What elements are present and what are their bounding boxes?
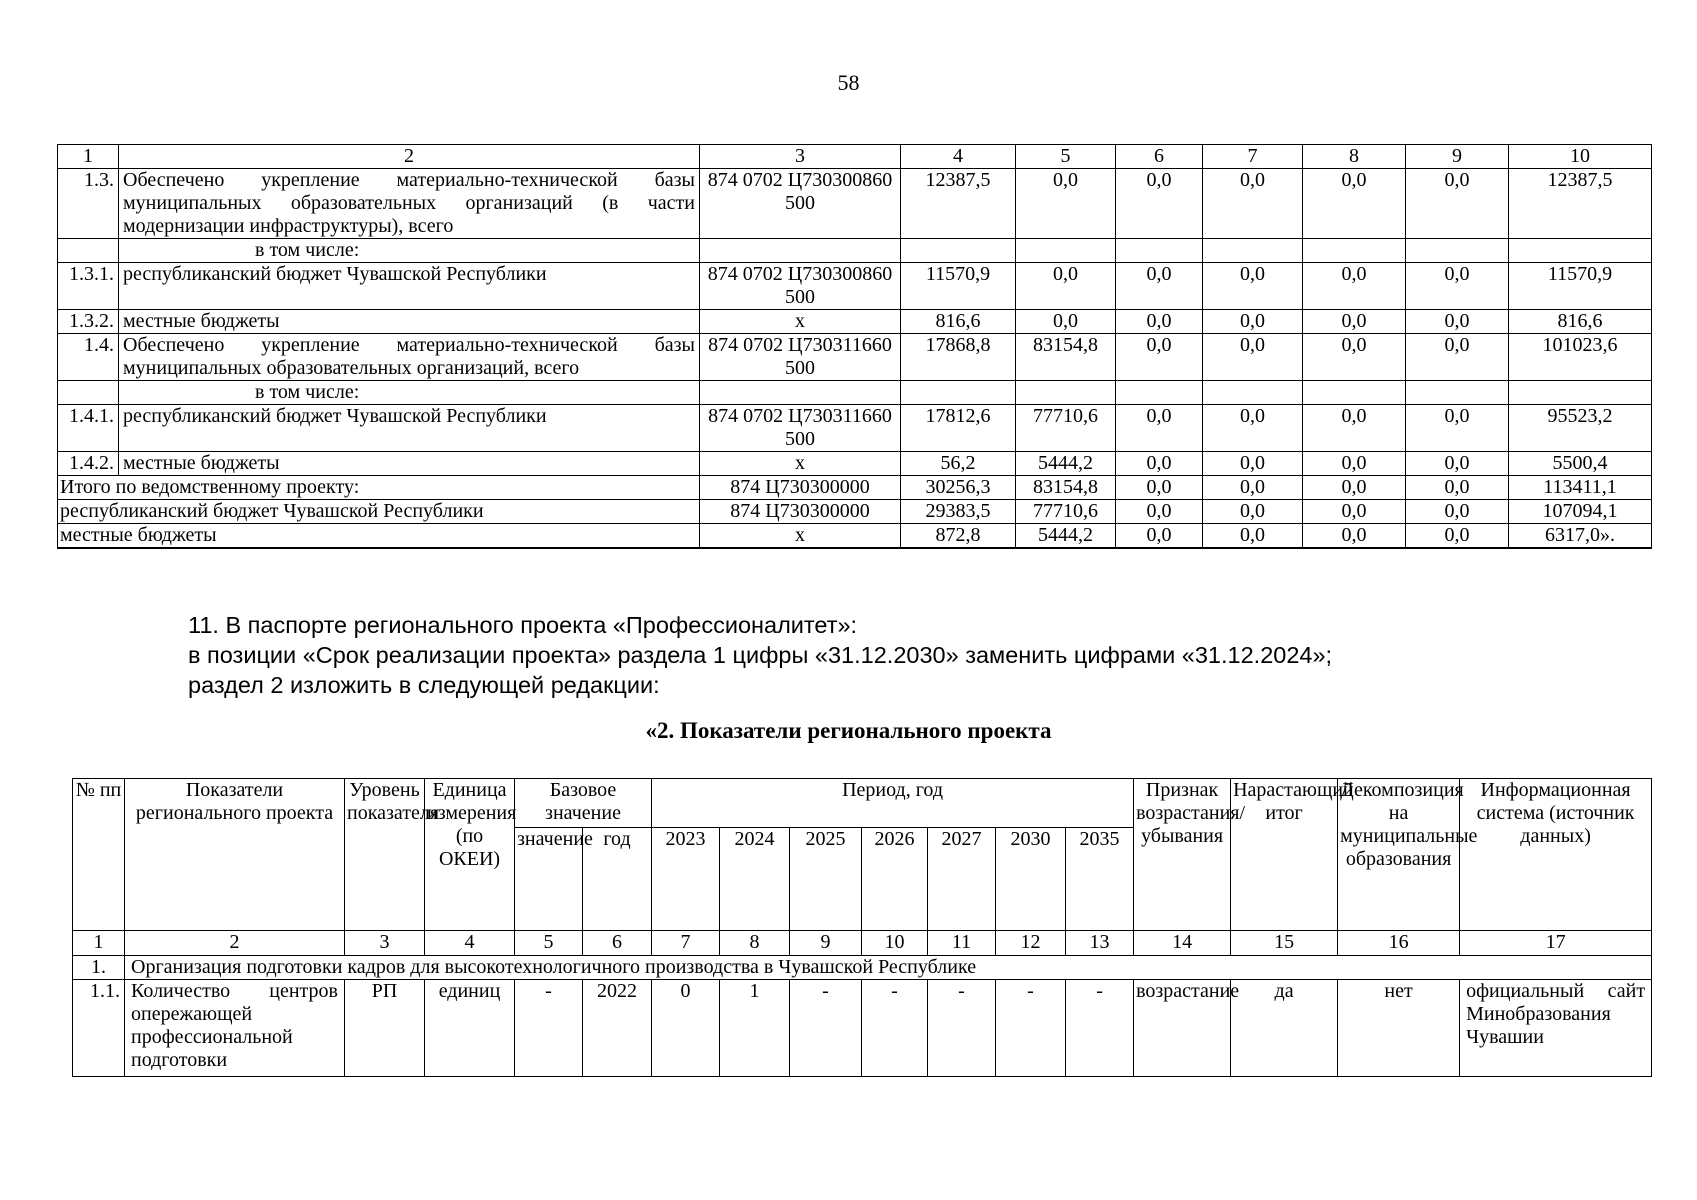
row-value: 0,0 <box>1303 169 1406 239</box>
row-unit: единиц <box>425 980 515 1077</box>
empty-cell <box>1116 239 1203 263</box>
row-value: 5500,4 <box>1509 452 1652 476</box>
column-number: 2 <box>119 145 700 169</box>
column-number: 17 <box>1460 931 1652 956</box>
row-code: 874 Ц730300000 <box>700 476 901 500</box>
row-value: 0,0 <box>1406 310 1509 334</box>
row-base-year: 2022 <box>583 980 652 1077</box>
column-number: 6 <box>1116 145 1203 169</box>
row-sign: возрастание <box>1134 980 1231 1077</box>
row-name: Итого по ведомственному проекту: <box>58 476 700 500</box>
paragraph-1: 11. В паспорте регионального проекта «Профессионалитет»: <box>188 612 858 638</box>
empty-cell <box>1509 239 1652 263</box>
row-year-value: 1 <box>720 980 790 1077</box>
empty-cell <box>1303 239 1406 263</box>
header-year: 2027 <box>928 828 996 931</box>
row-value: 11570,9 <box>1509 263 1652 310</box>
column-number: 5 <box>515 931 583 956</box>
column-number: 3 <box>345 931 425 956</box>
row-value: 0,0 <box>1406 500 1509 524</box>
empty-cell <box>700 239 901 263</box>
column-number: 7 <box>652 931 720 956</box>
table-row <box>58 310 1652 334</box>
row-value: 0,0 <box>1303 524 1406 549</box>
column-number: 10 <box>1509 145 1652 169</box>
column-number: 1 <box>73 931 125 956</box>
empty-cell <box>1203 239 1303 263</box>
row-num <box>58 239 119 263</box>
header-year: 2024 <box>720 828 790 931</box>
table-row <box>58 452 1652 476</box>
table-row <box>58 334 1652 381</box>
column-number: 4 <box>901 145 1016 169</box>
header-year: 2025 <box>790 828 862 931</box>
row-num: 1.3. <box>58 169 119 239</box>
row-value: 816,6 <box>901 310 1016 334</box>
row-year-value: - <box>1066 980 1134 1077</box>
column-number: 13 <box>1066 931 1134 956</box>
row-value: 0,0 <box>1406 524 1509 549</box>
row-info-system: официальный сайт Минобразования Чувашии <box>1460 980 1652 1077</box>
row-decomposition: нет <box>1338 980 1460 1077</box>
row-value: 0,0 <box>1406 476 1509 500</box>
row-value: 0,0 <box>1203 310 1303 334</box>
row-code: 874 0702 Ц730300860 500 <box>700 263 901 310</box>
row-value: 0,0 <box>1406 263 1509 310</box>
row-code: 874 0702 Ц730311660 500 <box>700 334 901 381</box>
page-number: 58 <box>837 70 860 95</box>
column-number: 16 <box>1338 931 1460 956</box>
empty-cell <box>700 381 901 405</box>
budget-table <box>57 144 1652 549</box>
row-value: 5444,2 <box>1016 524 1116 549</box>
row-name: местные бюджеты <box>119 452 700 476</box>
empty-cell <box>1406 381 1509 405</box>
row-value: 0,0 <box>1303 476 1406 500</box>
row-year-value: 0 <box>652 980 720 1077</box>
row-value: 107094,1 <box>1509 500 1652 524</box>
row-value: 0,0 <box>1203 169 1303 239</box>
row-value: 0,0 <box>1116 500 1203 524</box>
row-value: 0,0 <box>1016 263 1116 310</box>
row-value: 101023,6 <box>1509 334 1652 381</box>
row-value: 0,0 <box>1303 405 1406 452</box>
row-value: 17868,8 <box>901 334 1016 381</box>
row-num: 1.4.2. <box>58 452 119 476</box>
row-value: 83154,8 <box>1016 334 1116 381</box>
table-row <box>58 476 1652 500</box>
row-value: 872,8 <box>901 524 1016 549</box>
row-indicator: Количество центров опережающей профессиональной подготовки <box>125 980 345 1077</box>
header-year: 2023 <box>652 828 720 931</box>
header-indicator: Показатели регионального проекта <box>125 779 345 931</box>
header-year: 2030 <box>996 828 1066 931</box>
row-cumulative: да <box>1231 980 1338 1077</box>
row-value: 0,0 <box>1406 452 1509 476</box>
row-year-value: - <box>862 980 928 1077</box>
header-base-year: год <box>583 828 652 931</box>
row-subheading: в том числе: <box>119 239 700 263</box>
row-value: 0,0 <box>1203 524 1303 549</box>
table-row <box>58 500 1652 524</box>
row-value: 0,0 <box>1116 476 1203 500</box>
column-number: 10 <box>862 931 928 956</box>
row-value: 0,0 <box>1203 263 1303 310</box>
row-year-value: - <box>928 980 996 1077</box>
row-num <box>58 381 119 405</box>
column-number: 9 <box>790 931 862 956</box>
row-value: 0,0 <box>1303 452 1406 476</box>
table-row <box>58 169 1652 239</box>
row-code: 874 Ц730300000 <box>700 500 901 524</box>
column-number: 5 <box>1016 145 1116 169</box>
empty-cell <box>1406 239 1509 263</box>
row-value: 77710,6 <box>1016 500 1116 524</box>
row-value: 77710,6 <box>1016 405 1116 452</box>
row-value: 6317,0». <box>1509 524 1652 549</box>
row-value: 0,0 <box>1016 310 1116 334</box>
header-sign: Признак возрастания/убывания <box>1134 779 1231 931</box>
row-value: 0,0 <box>1203 500 1303 524</box>
row-name: республиканский бюджет Чувашской Республики <box>119 263 700 310</box>
header-level: Уровень показателя <box>345 779 425 931</box>
row-value: 83154,8 <box>1016 476 1116 500</box>
section-row-num: 1. <box>73 956 125 980</box>
column-number: 8 <box>720 931 790 956</box>
header-period: Период, год <box>652 779 1134 828</box>
column-number: 14 <box>1134 931 1231 956</box>
empty-cell <box>1016 239 1116 263</box>
row-value: 0,0 <box>1116 310 1203 334</box>
row-value: 816,6 <box>1509 310 1652 334</box>
section-heading: «2. Показатели регионального проекта <box>645 718 1052 743</box>
row-value: 0,0 <box>1116 524 1203 549</box>
header-decomposition: Декомпозиция на муниципальные образования <box>1338 779 1460 931</box>
empty-cell <box>901 239 1016 263</box>
header-info-system: Информационная система (источник данных) <box>1460 779 1652 931</box>
row-year-value: - <box>790 980 862 1077</box>
column-number: 1 <box>58 145 119 169</box>
row-name: местные бюджеты <box>58 524 700 549</box>
section-row-title: Организация подготовки кадров для высокотехнологичного производства в Чувашской Республике <box>125 956 1652 980</box>
row-value: 30256,3 <box>901 476 1016 500</box>
column-numbers-row <box>73 931 1652 956</box>
row-value: 56,2 <box>901 452 1016 476</box>
row-value: 0,0 <box>1116 405 1203 452</box>
row-code: 874 0702 Ц730300860 500 <box>700 169 901 239</box>
row-num: 1.3.2. <box>58 310 119 334</box>
row-code: 874 0702 Ц730311660 500 <box>700 405 901 452</box>
row-value: 29383,5 <box>901 500 1016 524</box>
row-value: 95523,2 <box>1509 405 1652 452</box>
row-num: 1.1. <box>73 980 125 1077</box>
row-value: 17812,6 <box>901 405 1016 452</box>
row-value: 0,0 <box>1116 169 1203 239</box>
empty-cell <box>901 381 1016 405</box>
row-value: 0,0 <box>1116 452 1203 476</box>
column-number: 15 <box>1231 931 1338 956</box>
row-value: 0,0 <box>1303 334 1406 381</box>
row-name: республиканский бюджет Чувашской Республики <box>119 405 700 452</box>
row-value: 0,0 <box>1303 310 1406 334</box>
table-row <box>58 405 1652 452</box>
row-num: 1.4. <box>58 334 119 381</box>
column-numbers-row <box>58 145 1652 169</box>
row-name: местные бюджеты <box>119 310 700 334</box>
column-number: 3 <box>700 145 901 169</box>
table-row <box>58 239 1652 263</box>
column-number: 8 <box>1303 145 1406 169</box>
row-value: 0,0 <box>1406 334 1509 381</box>
row-value: 0,0 <box>1203 334 1303 381</box>
column-number: 12 <box>996 931 1066 956</box>
table-row <box>58 524 1652 549</box>
paragraph-2: в позиции «Срок реализации проекта» раздела 1 цифры «31.12.2030» заменить цифрами «31.12.2024»; <box>188 642 1333 668</box>
row-value: 0,0 <box>1116 334 1203 381</box>
row-base-value: - <box>515 980 583 1077</box>
row-value: 0,0 <box>1116 263 1203 310</box>
column-number: 4 <box>425 931 515 956</box>
header-base: Базовое значение <box>515 779 652 828</box>
column-number: 11 <box>928 931 996 956</box>
column-number: 9 <box>1406 145 1509 169</box>
empty-cell <box>1016 381 1116 405</box>
row-num: 1.3.1. <box>58 263 119 310</box>
row-value: 12387,5 <box>901 169 1016 239</box>
header-cumulative: Нарастающий итог <box>1231 779 1338 931</box>
row-value: 5444,2 <box>1016 452 1116 476</box>
header-unit: Единица измерения (по ОКЕИ) <box>425 779 515 931</box>
header-year: 2026 <box>862 828 928 931</box>
row-year-value: - <box>996 980 1066 1077</box>
row-value: 0,0 <box>1406 169 1509 239</box>
paragraph-3: раздел 2 изложить в следующей редакции: <box>188 672 660 698</box>
column-number: 6 <box>583 931 652 956</box>
empty-cell <box>1116 381 1203 405</box>
row-name: Обеспечено укрепление материально-технической базы муниципальных образовательных организаций, всего <box>119 334 700 381</box>
row-code: х <box>700 452 901 476</box>
row-value: 0,0 <box>1016 169 1116 239</box>
row-name: республиканский бюджет Чувашской Республики <box>58 500 700 524</box>
row-value: 12387,5 <box>1509 169 1652 239</box>
header-base-value: значение <box>515 828 583 931</box>
indicators-table <box>72 778 1652 1077</box>
column-number: 7 <box>1203 145 1303 169</box>
row-value: 0,0 <box>1203 405 1303 452</box>
empty-cell <box>1509 381 1652 405</box>
row-code: х <box>700 310 901 334</box>
row-value: 0,0 <box>1203 452 1303 476</box>
row-value: 0,0 <box>1303 500 1406 524</box>
row-value: 0,0 <box>1203 476 1303 500</box>
empty-cell <box>1303 381 1406 405</box>
row-value: 11570,9 <box>901 263 1016 310</box>
row-value: 0,0 <box>1406 405 1509 452</box>
column-number: 2 <box>125 931 345 956</box>
row-level: РП <box>345 980 425 1077</box>
row-subheading: в том числе: <box>119 381 700 405</box>
table-row <box>58 263 1652 310</box>
row-code: х <box>700 524 901 549</box>
row-value: 0,0 <box>1303 263 1406 310</box>
header-num: № пп <box>73 779 125 931</box>
table-row <box>73 980 1652 1077</box>
table-row <box>58 381 1652 405</box>
row-value: 113411,1 <box>1509 476 1652 500</box>
header-year: 2035 <box>1066 828 1134 931</box>
empty-cell <box>1203 381 1303 405</box>
row-name: Обеспечено укрепление материально-технической базы муниципальных образовательных организаций (в части модернизации инфраструктуры), всего <box>119 169 700 239</box>
row-num: 1.4.1. <box>58 405 119 452</box>
